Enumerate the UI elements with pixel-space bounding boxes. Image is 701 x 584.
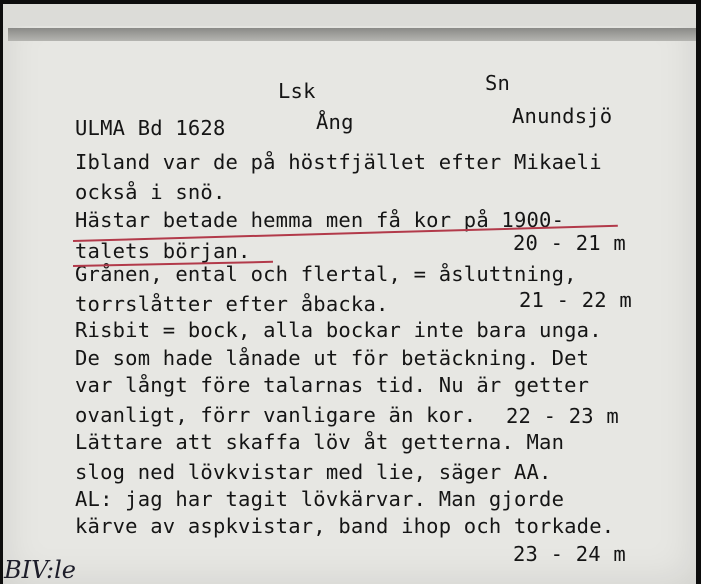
- body-line: De som hade lånade ut för betäckning. Det: [75, 346, 590, 370]
- landskap-value: Ång: [316, 110, 354, 134]
- body-line: Risbit = bock, alla bockar inte bara unga.: [75, 318, 602, 342]
- handwritten-annotation: BIV:le: [4, 556, 76, 584]
- body-line: Hästar betade hemma men få kor på 1900-: [75, 208, 565, 232]
- card-top-edge: [3, 4, 696, 26]
- body-line: AL: jag har tagit lövkärvar. Man gjorde: [75, 487, 565, 511]
- socken-value: Anundsjö: [512, 104, 613, 128]
- body-line: Grånen, ental och flertal, = åsluttning,: [75, 262, 577, 286]
- page-ref: 22 - 23 m: [506, 404, 619, 428]
- body-line: också i snö.: [75, 180, 226, 204]
- body-line: Lättare att skaffa löv åt getterna. Man: [75, 430, 565, 454]
- card-header-stripe: [8, 28, 696, 41]
- body-line: talets början.: [75, 239, 251, 263]
- body-line: Ibland var de på höstfjället efter Mikaeli: [75, 150, 602, 174]
- page-ref: 20 - 21 m: [513, 231, 626, 255]
- body-line: slog ned lövkvistar med lie, säger AA.: [75, 460, 552, 484]
- body-line: torrslåtter efter åbacka.: [75, 292, 389, 316]
- page-ref: 23 - 24 m: [513, 542, 626, 566]
- record-reference: ULMA Bd 1628: [75, 116, 226, 140]
- body-line: kärve av aspkvistar, band ihop och torkade.: [75, 514, 615, 538]
- body-line: var långt före talarnas tid. Nu är getter: [75, 373, 590, 397]
- sn-label: Sn: [485, 71, 511, 95]
- body-line: ovanligt, förr vanligare än kor.: [75, 403, 477, 427]
- lsk-label: Lsk: [278, 79, 316, 103]
- page-ref: 21 - 22 m: [519, 288, 632, 312]
